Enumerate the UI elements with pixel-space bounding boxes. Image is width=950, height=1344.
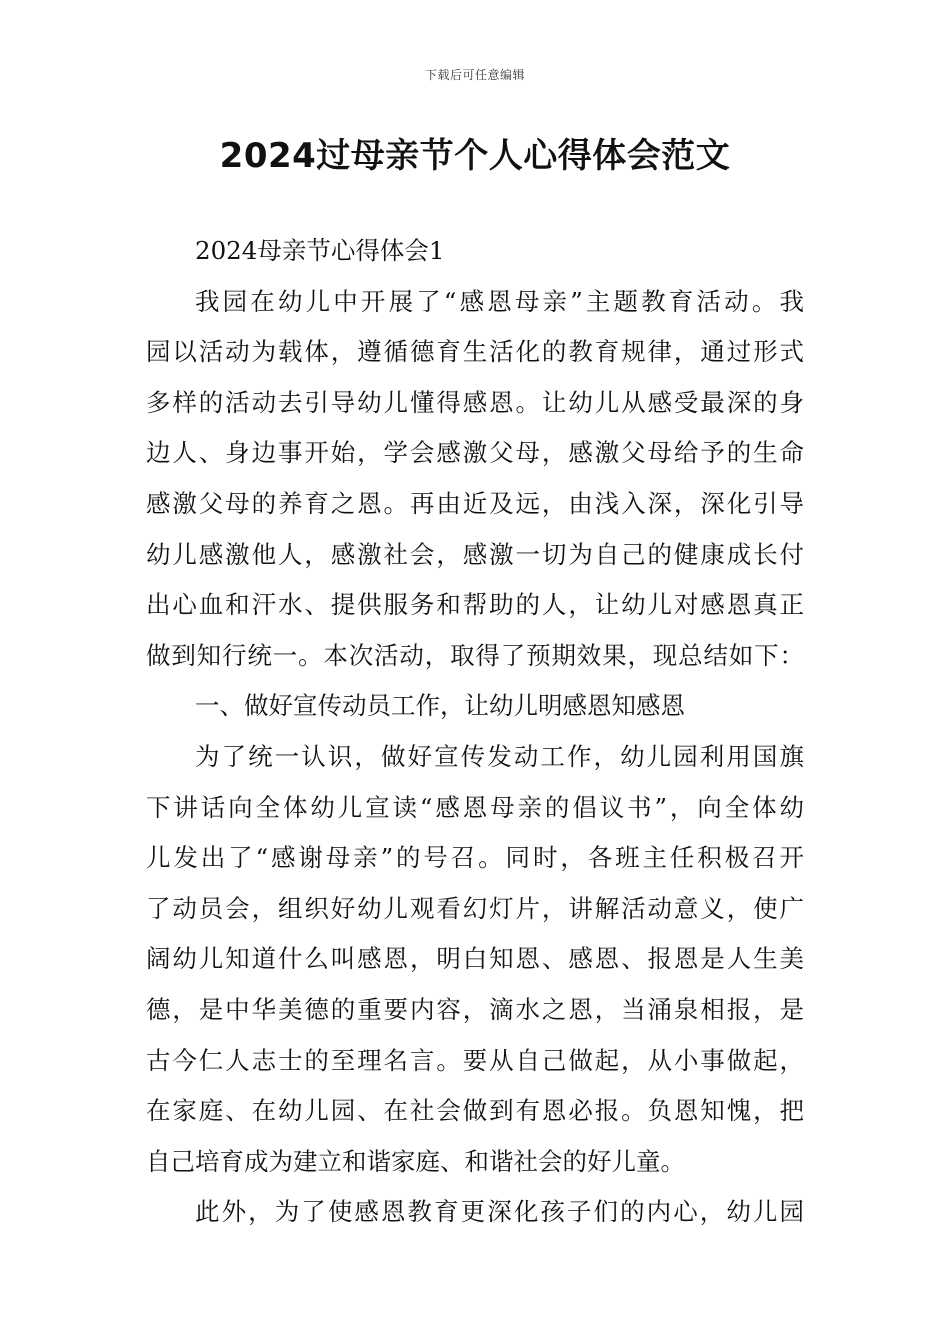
text-line: 在家庭、在幼儿园、在社会做到有恩必报。负恩知愧，把 (146, 1096, 804, 1126)
text-line: 做到知行统一。本次活动，取得了预期效果，现总结如下： (146, 640, 804, 670)
text-line: 园以活动为载体，遵循德育生活化的教育规律，通过形式 (146, 337, 804, 367)
text-line: 边人、身边事开始，学会感激父母，感激父母给予的生命 (146, 438, 804, 468)
body-text (146, 226, 804, 1238)
text-line: 下讲话向全体幼儿宣读“感恩母亲的倡议书”，向全体幼 (146, 792, 804, 822)
text-line: 儿发出了“感谢母亲”的号召。同时，各班主任积极召开 (146, 843, 804, 873)
text-line: 自己培育成为建立和谐家庭、和谐社会的好儿童。 (146, 1146, 685, 1176)
text-line: 幼儿感激他人，感激社会，感激一切为自己的健康成长付 (146, 539, 804, 569)
text-line: 了动员会，组织好幼儿观看幻灯片，讲解活动意义，使广 (146, 893, 804, 923)
text-line: 多样的活动去引导幼儿懂得感恩。让幼儿从感受最深的身 (146, 387, 804, 417)
text-line: 德，是中华美德的重要内容，滴水之恩，当涌泉相报，是 (146, 994, 804, 1024)
text-line: 感激父母的养育之恩。再由近及远，由浅入深，深化引导 (146, 488, 804, 518)
header-note: 下载后可任意编辑 (424, 68, 525, 82)
text-line: 出心血和汗水、提供服务和帮助的人，让幼儿对感恩真正 (146, 590, 804, 620)
text-line: 此外，为了使感恩教育更深化孩子们的内心，幼儿园 (195, 1197, 804, 1227)
text-line: 古今仁人志士的至理名言。要从自己做起，从小事做起， (146, 1045, 804, 1075)
document-title: 2024过母亲节个人心得体会范文 (219, 136, 731, 176)
text-line: 阔幼儿知道什么叫感恩，明白知恩、感恩、报恩是人生美 (146, 944, 804, 974)
text-line: 为了统一认识，做好宣传发动工作，幼儿园利用国旗 (195, 741, 804, 771)
text-line: 一、做好宣传动员工作，让幼儿明感恩知感恩 (195, 691, 685, 721)
text-line: 我园在幼儿中开展了“感恩母亲”主题教育活动。我 (195, 286, 804, 316)
text-line: 2024母亲节心得体会1 (195, 236, 445, 265)
